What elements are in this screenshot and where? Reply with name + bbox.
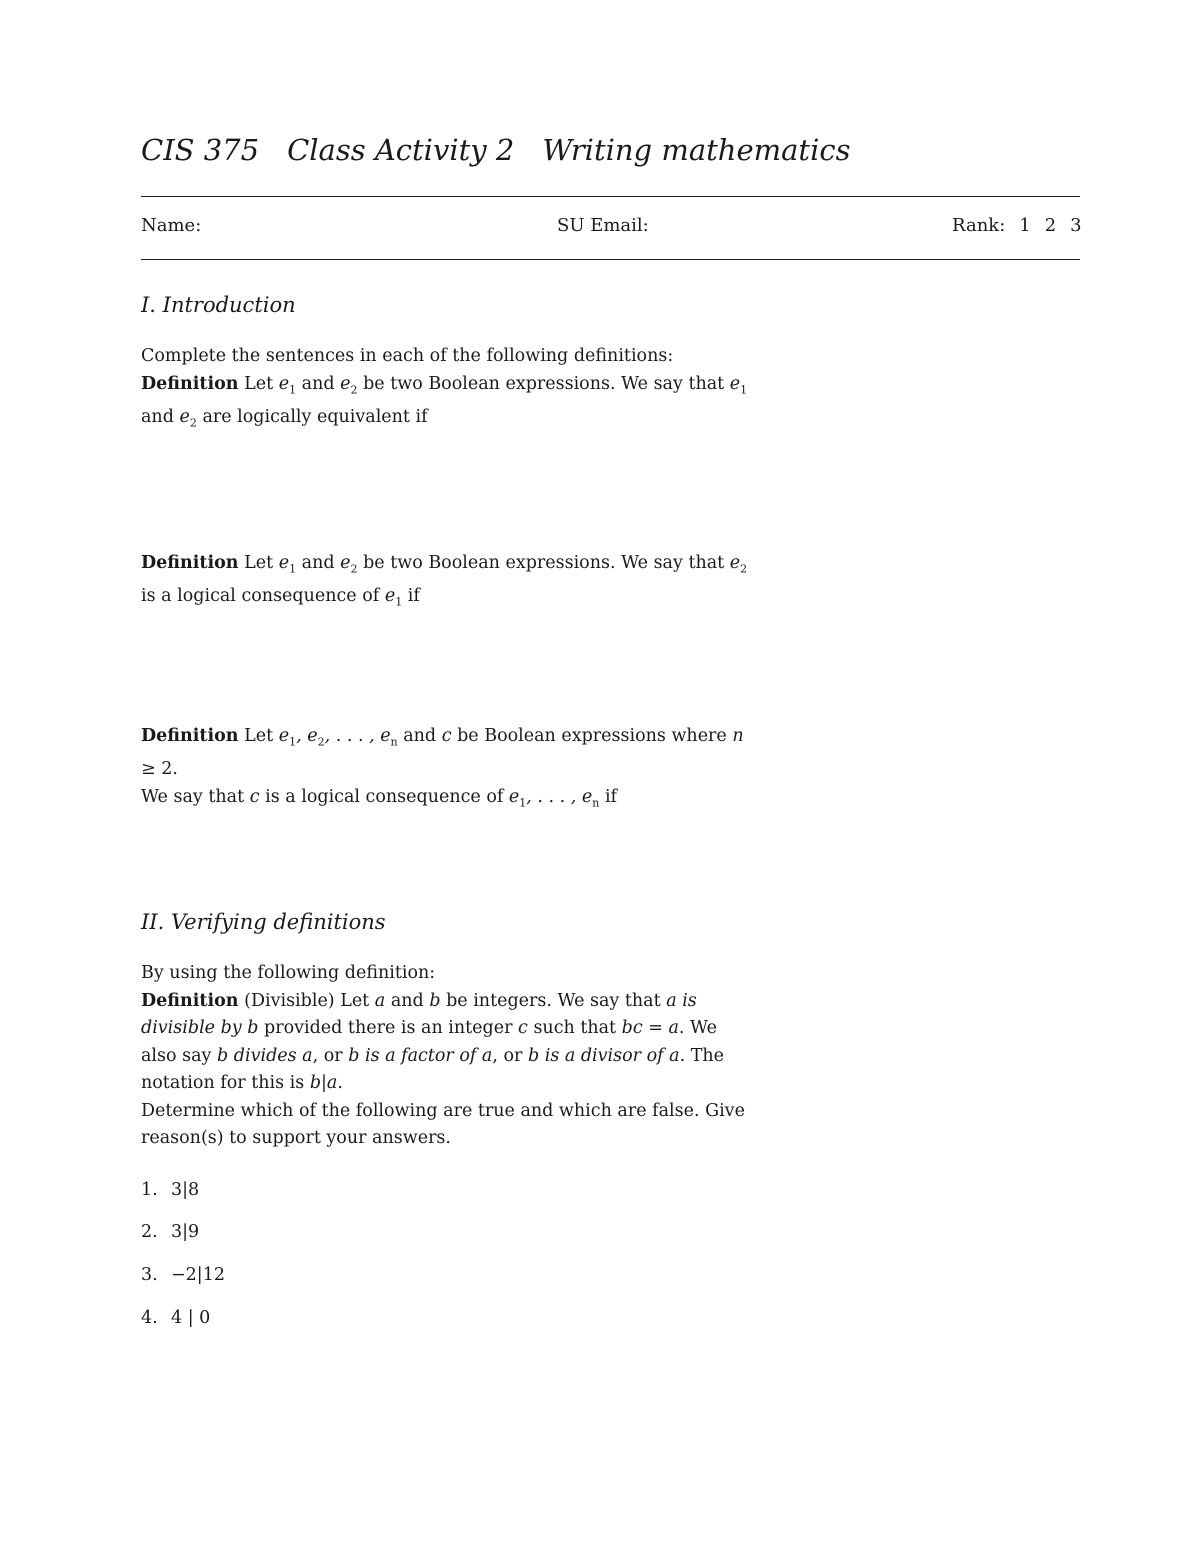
rank-option-2[interactable]: 2 <box>1044 215 1057 236</box>
section-heading-introduction: I. Introduction <box>141 293 296 317</box>
email-label: SU Email: <box>557 215 649 236</box>
activity-name: Class Activity 2 <box>287 133 515 167</box>
item-expression: 4 | 0 <box>171 1308 211 1328</box>
bottom-divider <box>141 259 1080 260</box>
course-code: CIS 375 <box>141 133 260 167</box>
item-expression: 3|9 <box>171 1222 200 1242</box>
definition-equivalence: Definition Let $e_1$ and $e_2$ be two Boolean expressions. We say that $e_1$ and $e_2$ are logically equivalent if <box>141 373 748 429</box>
list-item: 3. −2|12 <box>141 1265 225 1285</box>
item-expression: 3|8 <box>171 1180 200 1200</box>
definition-consequence: Definition Let $e_1$ and $e_2$ be two Boolean expressions. We say that $e_2$ is a logical consequence of $e_1$ if <box>141 553 748 609</box>
rank-label: Rank: <box>952 215 1006 236</box>
rank-option-3[interactable]: 3 <box>1070 215 1082 236</box>
definition-label: Definition <box>141 990 239 1011</box>
instructions: Determine which of the following are true and which are false. Give reason(s) to support your answers. <box>141 1100 745 1148</box>
definition-multi-consequence: Definition Let $e_1$, $e_2$, . . . , $e_n$ and c be Boolean expressions where n ≥ 2. We say that c is a logical consequence of $e_1$, . . . , $e_n$ if <box>141 726 744 809</box>
intro-text: Complete the sentences in each of the following definitions: <box>141 346 674 366</box>
rank-field <box>952 215 1082 236</box>
page-title <box>141 133 878 167</box>
definition-label: Definition <box>141 726 239 746</box>
intro-paragraph <box>141 343 756 437</box>
definition-label: Definition <box>141 373 239 394</box>
name-label: Name: <box>141 215 202 236</box>
topic-name: Writing mathematics <box>542 133 851 167</box>
item-expression: −2|12 <box>171 1265 225 1285</box>
section-heading-verifying: II. Verifying definitions <box>141 910 386 934</box>
rank-option-1[interactable]: 1 <box>1019 215 1031 236</box>
definition-label: Definition <box>141 553 239 573</box>
definition-divisible: Definition (Divisible) Let a and b be integers. We say that a is divisible by b provided there is an integer c such that bc = a. We also say b divides a, or b is a factor of a, or b is a divisor of a. The notation for this is b|a. <box>141 990 725 1093</box>
section2-intro: By using the following definition: <box>141 963 436 983</box>
divisible-paragraph <box>141 960 756 1153</box>
list-item: 1. 3|8 <box>141 1180 200 1200</box>
top-divider <box>141 196 1080 197</box>
list-item: 2. 3|9 <box>141 1222 200 1242</box>
list-item: 4. 4 | 0 <box>141 1308 211 1328</box>
